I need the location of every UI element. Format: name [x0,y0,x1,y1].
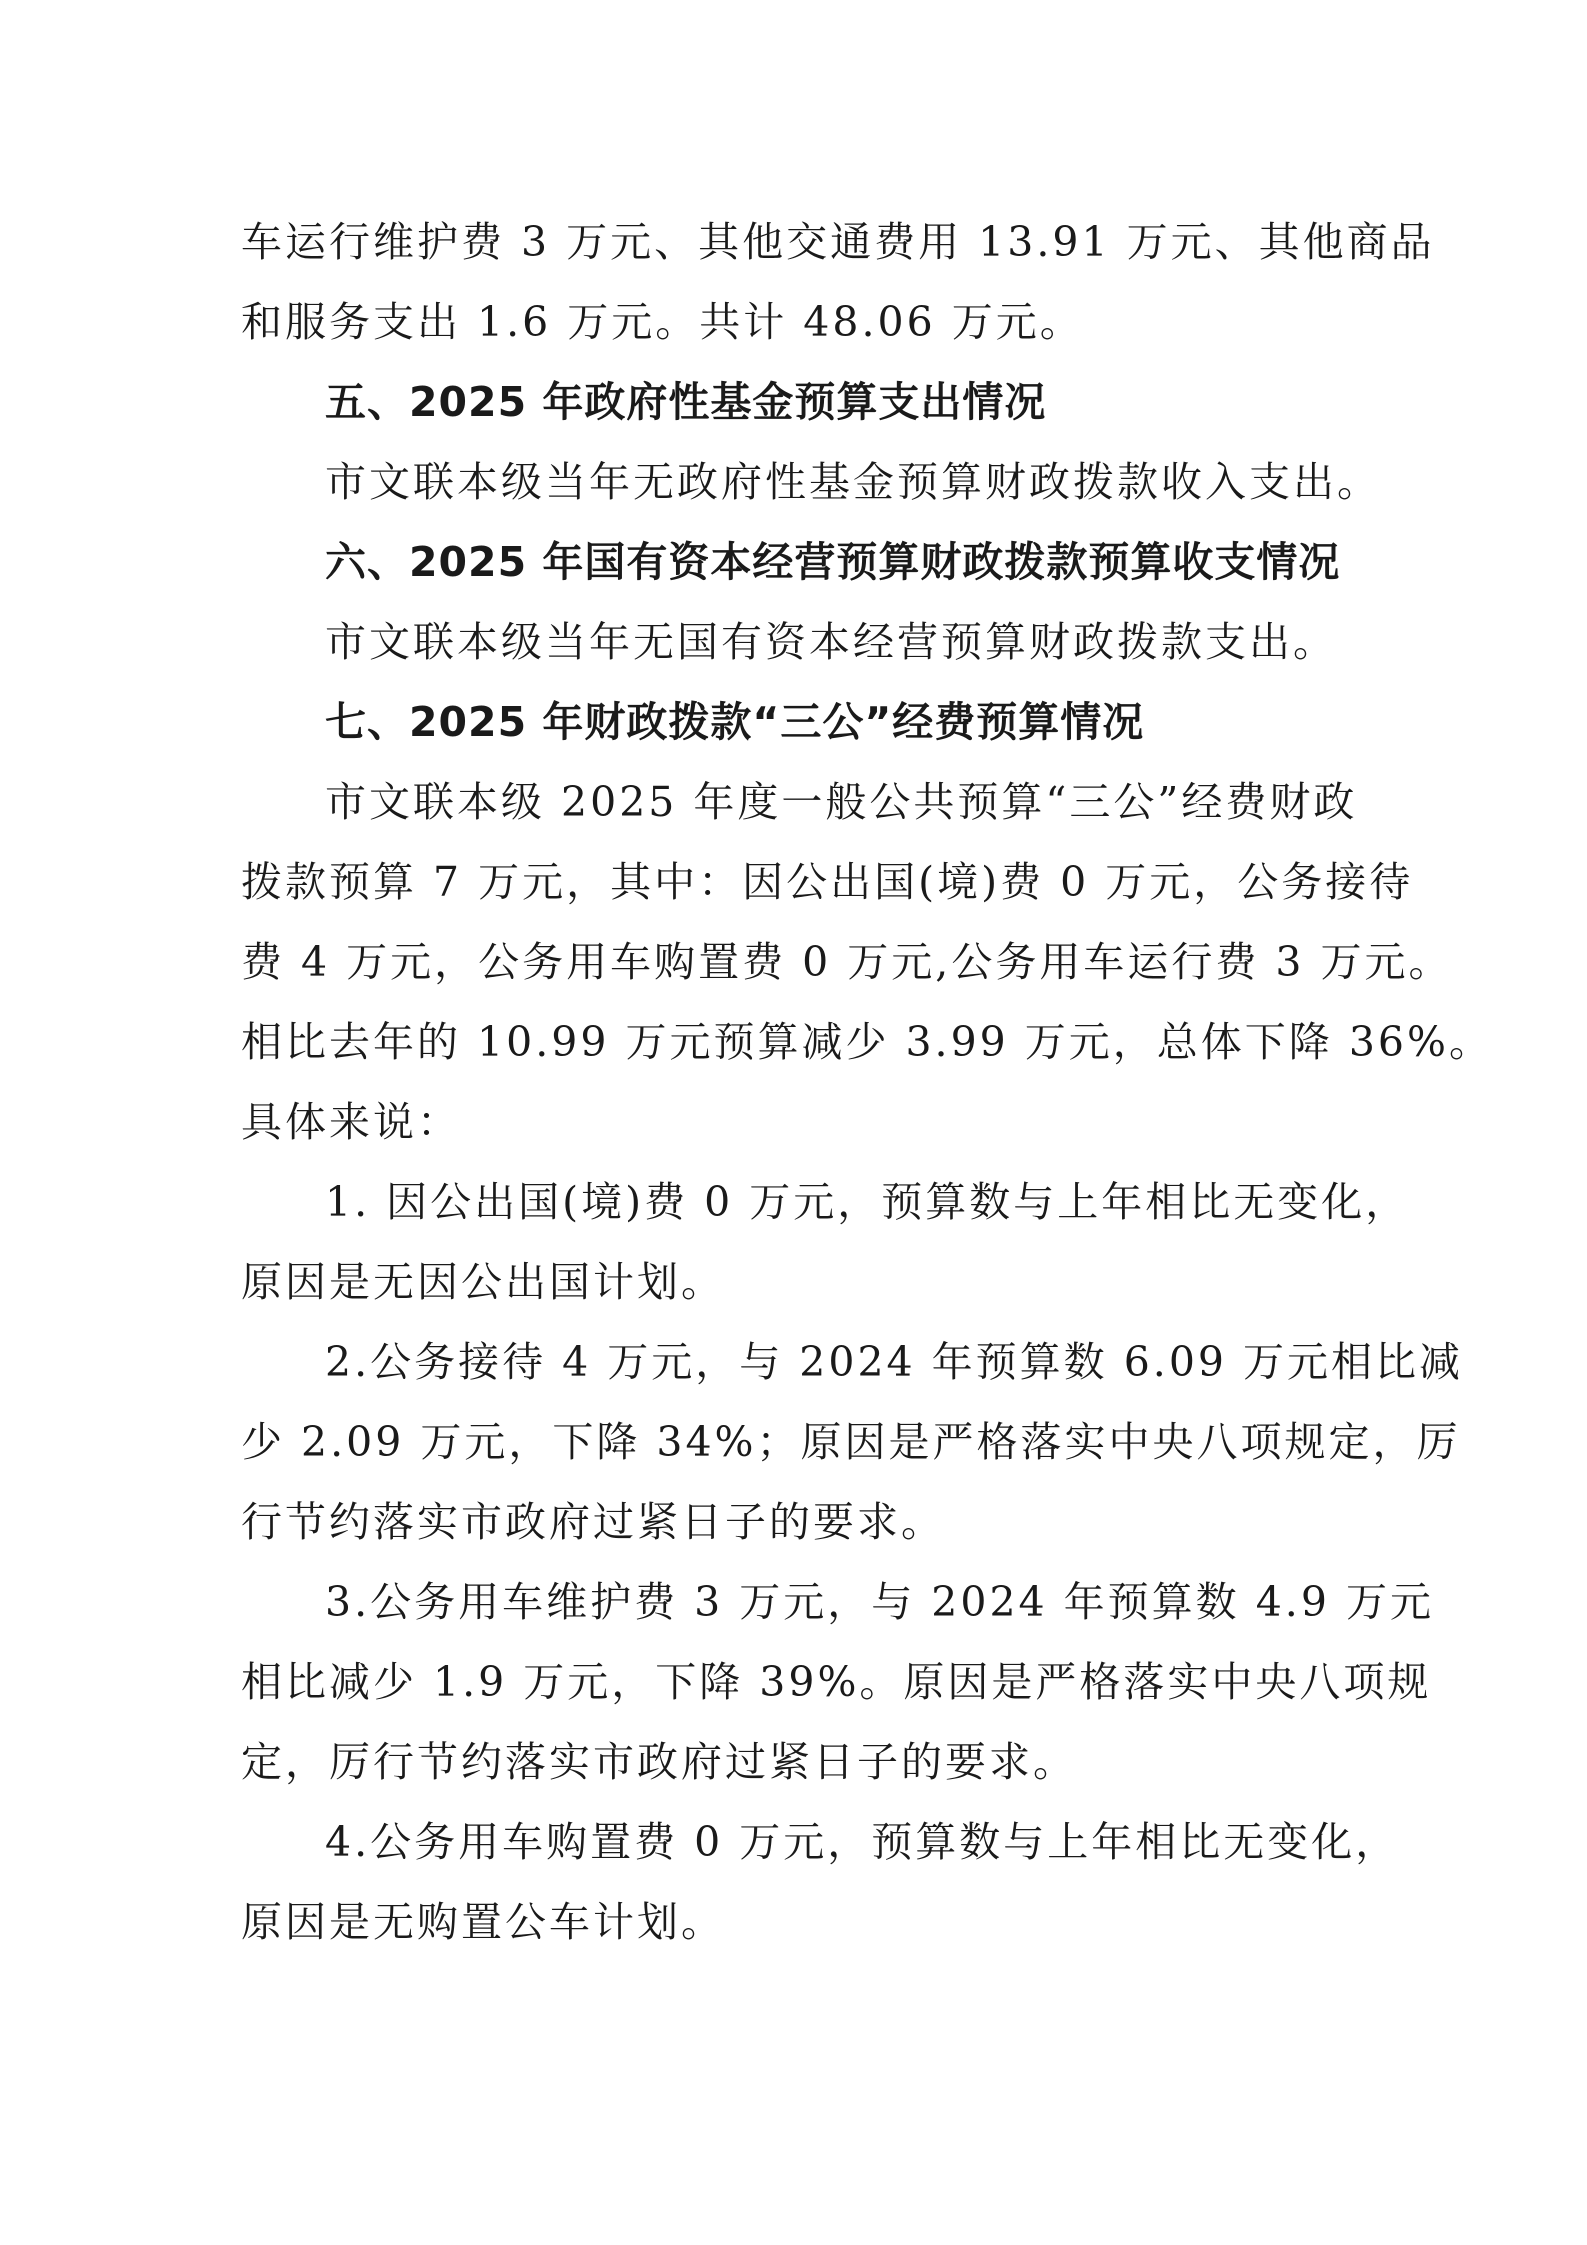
paragraph-line: 市文联本级当年无政府性基金预算财政拨款收入支出。 [325,458,1381,506]
list-item-3: 3.公务用车维护费 3 万元，与 2024 年预算数 4.9 万元 [325,1578,1434,1626]
paragraph-line: 相比减少 1.9 万元，下降 39%。原因是严格落实中央八项规 [241,1658,1432,1706]
paragraph-line: 费 4 万元，公务用车购置费 0 万元,公务用车运行费 3 万元。 [241,938,1453,986]
section-heading-6: 六、2025 年国有资本经营预算财政拨款预算收支情况 [325,538,1341,586]
paragraph-line: 拨款预算 7 万元，其中：因公出国(境)费 0 万元，公务接待 [241,858,1414,906]
list-item-2: 2.公务接待 4 万元，与 2024 年预算数 6.09 万元相比减 [325,1338,1464,1386]
paragraph-line: 具体来说： [241,1098,461,1146]
paragraph-line: 相比去年的 10.99 万元预算减少 3.99 万元，总体下降 36%。 [241,1018,1493,1066]
paragraph-line: 行节约落实市政府过紧日子的要求。 [241,1498,945,1546]
paragraph-line: 车运行维护费 3 万元、其他交通费用 13.91 万元、其他商品 [241,218,1435,266]
paragraph-line: 定，厉行节约落实市政府过紧日子的要求。 [241,1738,1077,1786]
paragraph-line: 市文联本级 2025 年度一般公共预算“三公”经费财政 [325,778,1358,826]
section-heading-5: 五、2025 年政府性基金预算支出情况 [325,378,1047,426]
list-item-4: 4.公务用车购置费 0 万元，预算数与上年相比无变化， [325,1818,1400,1866]
document-body [241,202,1493,1962]
paragraph-line: 和服务支出 1.6 万元。共计 48.06 万元。 [241,298,1084,346]
paragraph-line: 原因是无因公出国计划。 [241,1258,725,1306]
paragraph-line: 少 2.09 万元，下降 34%；原因是严格落实中央八项规定，厉 [241,1418,1461,1466]
paragraph-line: 市文联本级当年无国有资本经营预算财政拨款支出。 [325,618,1337,666]
list-item-1: 1. 因公出国(境)费 0 万元，预算数与上年相比无变化， [325,1178,1410,1226]
paragraph-line: 原因是无购置公车计划。 [241,1898,725,1946]
section-heading-7: 七、2025 年财政拨款“三公”经费预算情况 [325,698,1145,746]
